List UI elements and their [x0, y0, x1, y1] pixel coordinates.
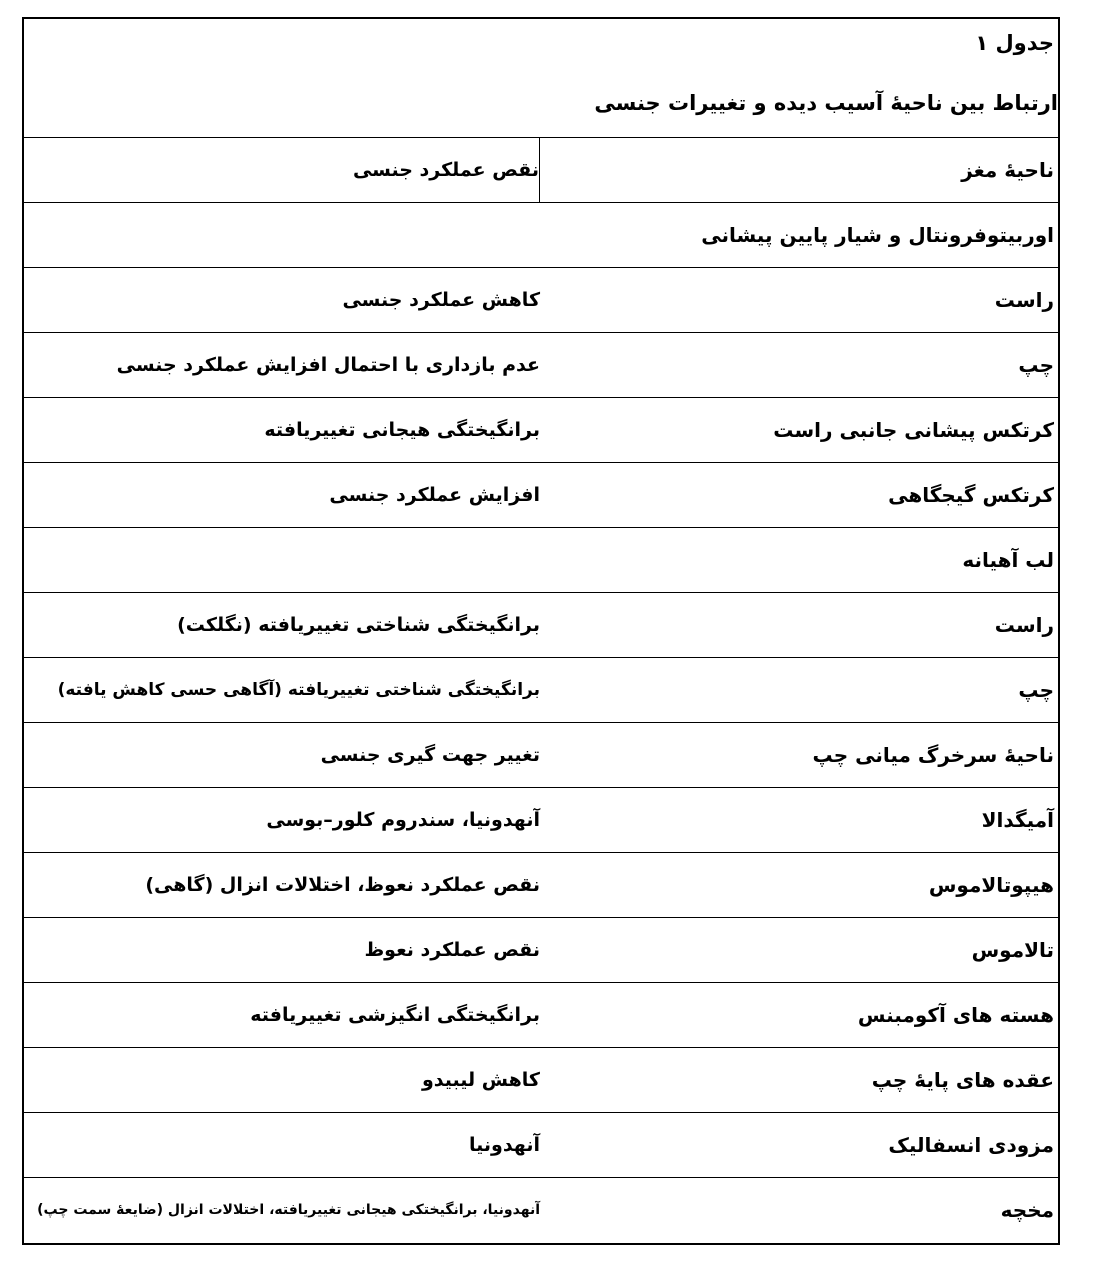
effect-cell: برانگیختگی شناختی تغییریافته (نگلکت) [177, 614, 540, 636]
header-region-cell: ناحیهٔ مغز [961, 158, 1054, 182]
table-row [24, 398, 1058, 463]
effect-cell: کاهش لیبیدو [421, 1069, 540, 1091]
table-row [24, 788, 1058, 853]
effect-cell: نقص عملکرد نعوظ [364, 939, 540, 961]
table-number: جدول ۱ [975, 31, 1054, 55]
region-cell: کرتکس گیجگاهی [888, 483, 1054, 507]
effect-cell: آنهدونیا، سندروم کلور–بوسی [266, 809, 540, 831]
effect-cell: تغییر جهت گیری جنسی [320, 744, 540, 766]
region-cell: مخچه [1000, 1197, 1054, 1222]
effect-cell: برانگیختگی هیجانی تغییریافته [264, 419, 540, 441]
region-cell: راست [994, 288, 1054, 312]
effect-cell: افزایش عملکرد جنسی [329, 484, 540, 506]
region-cell: تالاموس [971, 938, 1054, 962]
region-cell: کرتکس پیشانی جانبی راست [773, 418, 1054, 442]
region-cell: لب آهیانه [962, 548, 1054, 572]
effect-cell: آنهدونیا [469, 1134, 540, 1156]
table-row [24, 203, 1058, 268]
table-row [24, 658, 1058, 723]
effect-cell: عدم بازداری با احتمال افزایش عملکرد جنسی [116, 354, 540, 376]
region-cell: ناحیهٔ سرخرگ میانی چپ [812, 743, 1054, 767]
effect-cell: نقص عملکرد نعوظ، اختلالات انزال (گاهی) [145, 874, 540, 896]
table-header-row [24, 138, 1058, 203]
header-effect-cell: نقص عملکرد جنسی [24, 138, 540, 202]
region-cell: مزودی انسفالیک [888, 1133, 1054, 1157]
region-cell: چپ [1018, 353, 1054, 377]
table-row [24, 333, 1058, 398]
region-cell: عقده های پایهٔ چپ [871, 1068, 1054, 1092]
brain-region-table [22, 17, 1060, 1245]
region-cell: چپ [1018, 678, 1054, 702]
effect-cell: برانگیختگی انگیزشی تغییریافته [250, 1004, 540, 1026]
table-row [24, 983, 1058, 1048]
region-cell: اوربیتوفرونتال و شیار پایین پیشانی [701, 223, 1054, 247]
region-cell: هسته های آکومبنس [857, 1003, 1054, 1027]
region-cell: هیپوتالاموس [928, 873, 1054, 897]
effect-cell: آنهدونیا، برانگیختکی هیجانی تغییریافته، اختلالات انزال (ضایعهٔ سمت چپ) [37, 1201, 540, 1218]
table-row [24, 1048, 1058, 1113]
effect-cell: کاهش عملکرد جنسی [342, 289, 540, 311]
table-row [24, 1178, 1058, 1241]
region-cell: آمیگدالا [981, 808, 1054, 832]
table-row [24, 463, 1058, 528]
table-row [24, 1113, 1058, 1178]
table-row [24, 853, 1058, 918]
effect-cell: برانگیختگی شناختی تغییریافته (آگاهی حسی کاهش یافته) [57, 680, 540, 700]
table-row [24, 723, 1058, 788]
table-row [24, 918, 1058, 983]
table-row [24, 268, 1058, 333]
table-row [24, 528, 1058, 593]
table-title-block [24, 19, 1058, 138]
region-cell: راست [994, 613, 1054, 637]
table-caption: ارتباط بین ناحیهٔ آسیب دیده و تغییرات جنسی [594, 91, 1058, 115]
table-row [24, 593, 1058, 658]
